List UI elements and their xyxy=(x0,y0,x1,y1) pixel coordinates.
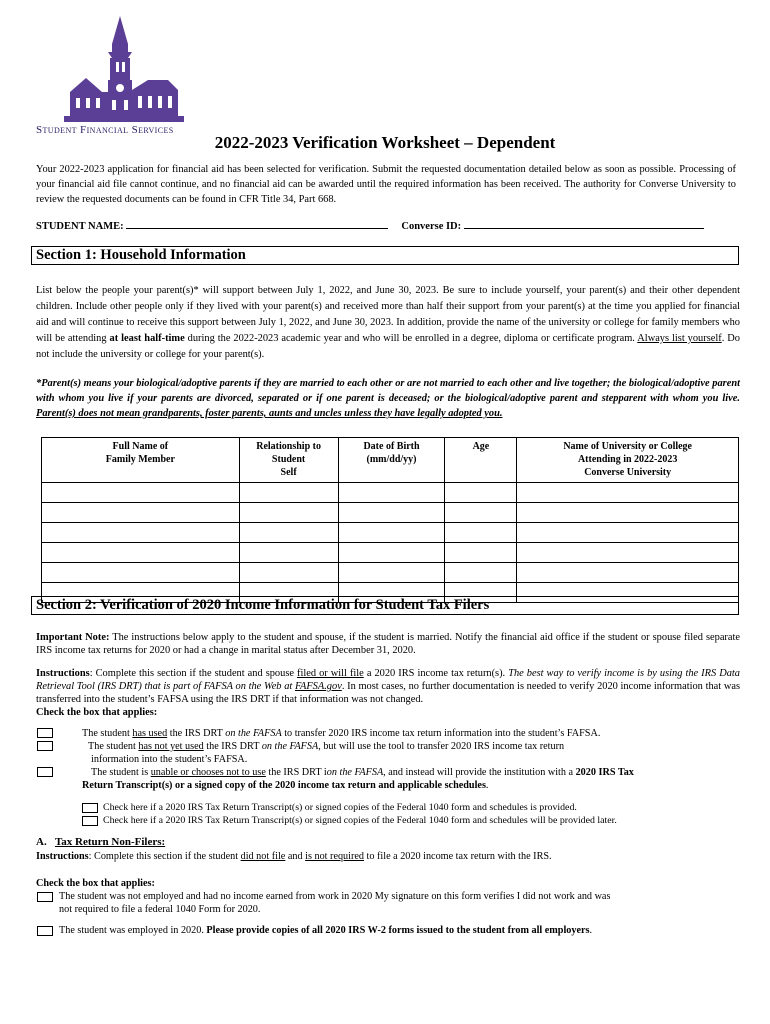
opt1-text-a: The student xyxy=(82,728,133,739)
drt-unable-checkbox[interactable] xyxy=(37,767,53,777)
instructions-underline: filed or will file xyxy=(297,668,364,679)
household-table-header xyxy=(42,438,739,483)
opt2-text-c: , but will use the tool to transfer 2020 IRS income tax return xyxy=(318,741,565,752)
opt3-bold-b: Return Transcript(s) or a signed copy of the 2020 income tax return and applicable schedules xyxy=(82,780,486,791)
page-title: 2022-2023 Verification Worksheet – Dependent xyxy=(214,133,556,152)
logo-caption: Student Financial Services xyxy=(36,124,174,136)
household-text-a: List below the people your parent(s)* will support between July 1, 2022, and June 30, 2023. Be sure to include yourself, your parent(s) and their other dependent children. Include other people only if they lived with your parent(s) and received more than half their support from your parent(s) at the time you applied for financial aid and will continue to receive this support between July 1, 2022, and June 30, 2023. In addition, provide the name of the university or college for family members who will be attending xyxy=(36,285,740,344)
opt3-text-a: The student is xyxy=(91,767,151,778)
table-cell[interactable] xyxy=(517,483,739,503)
student-name-label: STUDENT NAME: xyxy=(36,221,124,232)
parent-note-text: *Parent(s) means your biological/adoptive parents if they are married to each other or are not married to each other and live together; the biological/adoptive parent with whom you live if your parents are divorced, separated or if one parent is deceased; or the biological/adoptive parent and stepparent with whom you live. xyxy=(36,378,740,404)
instructions-text-c: . In most cases, no further documentation is needed to verify 2020 income information that was transferred into the student’s FAFSA using the IRS DRT if that information was not changed. xyxy=(36,681,740,705)
table-cell[interactable] xyxy=(445,523,517,543)
table-cell[interactable] xyxy=(445,563,517,583)
table-cell[interactable] xyxy=(517,503,739,523)
not-employed-checkbox[interactable] xyxy=(37,892,53,902)
section1-header: Section 1: Household Information xyxy=(31,246,739,265)
header-line: Age xyxy=(472,441,490,452)
non-filers-instr-u1: did not file xyxy=(240,851,286,862)
employed-text-b: . xyxy=(589,925,593,936)
opt3-text-d: . xyxy=(485,780,489,791)
opt2-italic: on the FAFSA xyxy=(261,741,319,752)
opt1-underline: has used xyxy=(132,728,168,739)
household-text-b: during the 2022-2023 academic year and who will be enrolled in a degree, diploma or certificate program. xyxy=(184,333,638,344)
col-header-dob xyxy=(338,438,445,483)
not-employed-label-cont: not required to file a federal 1040 Form for 2020. xyxy=(59,904,261,915)
table-cell[interactable] xyxy=(239,503,338,523)
instructions-italic: The best way to verify income is by using the IRS Data Retrieval Tool (IRS DRT) that is part of FAFSA on the Web at xyxy=(36,668,740,692)
table-cell[interactable] xyxy=(445,483,517,503)
important-note xyxy=(36,631,740,657)
table-row xyxy=(42,523,739,543)
non-filers-heading xyxy=(36,836,165,849)
opt3-underline: unable or chooses not to use xyxy=(150,767,266,778)
table-cell[interactable] xyxy=(445,503,517,523)
converse-id-label: Converse ID: xyxy=(401,221,462,232)
opt2-text-b: the IRS DRT xyxy=(203,741,262,752)
opt3-text-c: , and instead will provide the institution with a xyxy=(383,767,576,778)
header-line: Converse University xyxy=(584,467,672,478)
household-text-underline: Always list yourself xyxy=(637,333,722,344)
section2-header: Section 2: Verification of 2020 Income Information for Student Tax Filers xyxy=(31,596,739,615)
table-cell[interactable] xyxy=(239,523,338,543)
header-line: Full Name of xyxy=(112,441,169,452)
table-cell[interactable] xyxy=(445,543,517,563)
table-cell[interactable] xyxy=(42,543,240,563)
non-filers-instr-u2: is not required xyxy=(305,851,364,862)
table-cell[interactable] xyxy=(517,543,739,563)
header-line: Attending in 2022-2023 xyxy=(577,454,678,465)
employed-label xyxy=(59,924,743,937)
household-text-bold: at least half-time xyxy=(109,333,185,344)
instructions-text-b: a 2020 IRS income tax return(s). xyxy=(363,668,509,679)
option-drt-unable xyxy=(91,766,741,779)
non-filers-check-heading: Check the box that applies: xyxy=(36,878,155,889)
col-header-relationship xyxy=(239,438,338,483)
household-table xyxy=(41,437,739,603)
important-label: Important Note: xyxy=(36,632,110,643)
table-cell[interactable] xyxy=(338,503,445,523)
table-row xyxy=(42,503,739,523)
table-cell[interactable] xyxy=(517,523,739,543)
table-cell[interactable] xyxy=(42,523,240,543)
header-line: Family Member xyxy=(105,454,175,465)
non-filers-instr-label: Instructions xyxy=(36,851,89,862)
table-row xyxy=(42,543,739,563)
intro-paragraph: Your 2022-2023 application for financial aid has been selected for verification. Submit the requested documentation detailed below as soon as possible. Processing of your financial aid file cannot continue, and no financial aid can be awarded until the required information has been received. The authority for Converse University to review the requested documents can be found in CFR Title 34, Part 668. xyxy=(36,164,736,205)
header-line: Student xyxy=(271,454,306,465)
non-filers-instr-b: and xyxy=(285,851,306,862)
opt2-underline: has not yet used xyxy=(138,741,204,752)
option-drt-unable-cont xyxy=(82,779,742,792)
important-text: The instructions below apply to the student and spouse, if the student is married. Notify the financial aid office if the student or spouse filed separate IRS income tax returns for 2020 or had a change in marital status after December 31, 2020. xyxy=(36,632,740,656)
table-cell[interactable] xyxy=(338,523,445,543)
col-header-university xyxy=(517,438,739,483)
employed-text-a: The student was employed in 2020. xyxy=(59,925,207,936)
table-cell[interactable] xyxy=(338,563,445,583)
household-instructions xyxy=(36,283,740,363)
table-cell[interactable] xyxy=(239,483,338,503)
opt2-text-a: The student xyxy=(88,741,139,752)
col-header-full-name xyxy=(42,438,240,483)
opt1-text-c: to transfer 2020 IRS income tax return information into the student’s FAFSA. xyxy=(281,728,601,739)
parent-definition-note xyxy=(36,376,740,421)
non-filers-instr-c: to file a 2020 income tax return with the IRS. xyxy=(364,851,552,862)
fafsa-link[interactable]: FAFSA.gov xyxy=(294,681,342,692)
not-employed-label: The student was not employed and had no income earned from work in 2020 My signature on this form verifies I did not work and was xyxy=(59,891,611,902)
instructions-text-a: : Complete this section if the student and spouse xyxy=(89,668,298,679)
employed-text-bold: Please provide copies of all 2020 IRS W-2 forms issued to the student from all employers xyxy=(206,925,590,936)
option-drt-used xyxy=(82,727,742,740)
table-cell[interactable] xyxy=(517,563,739,583)
household-text-c: . Do not include the university or college for your parent(s). xyxy=(36,333,740,360)
opt1-italic: on the FAFSA xyxy=(225,728,282,739)
employed-checkbox[interactable] xyxy=(37,926,53,936)
transcript-provided-checkbox[interactable] xyxy=(82,803,98,813)
table-row xyxy=(42,483,739,503)
student-name-field[interactable] xyxy=(126,218,388,229)
header-line: (mm/dd/yy) xyxy=(366,454,417,465)
non-filers-title: Tax Return Non-Filers: xyxy=(54,836,166,848)
header-line: Date of Birth xyxy=(363,441,420,452)
opt3-bold-a: 2020 IRS Tax xyxy=(575,767,634,778)
non-filers-instructions xyxy=(36,850,740,863)
table-cell[interactable] xyxy=(239,563,338,583)
header-line: Relationship to xyxy=(256,441,321,452)
non-filers-instr-a: : Complete this section if the student xyxy=(88,851,241,862)
drt-used-checkbox[interactable] xyxy=(37,728,53,738)
converse-id-field[interactable] xyxy=(464,218,704,229)
university-logo xyxy=(36,14,196,138)
transcript-provided-label: Check here if a 2020 IRS Tax Return Transcript(s) or signed copies of the Federal 1040 form and schedules is provided. xyxy=(103,802,577,813)
table-row xyxy=(42,563,739,583)
section2-instructions xyxy=(36,667,740,706)
opt3-text-b: the IRS DRT i xyxy=(265,767,327,778)
non-filers-letter: A. xyxy=(36,836,47,848)
drt-not-yet-used-checkbox[interactable] xyxy=(37,741,53,751)
opt1-text-b: the IRS DRT xyxy=(167,728,226,739)
table-cell[interactable] xyxy=(42,503,240,523)
table-cell[interactable] xyxy=(338,483,445,503)
check-box-heading: Check the box that applies: xyxy=(36,707,158,718)
transcript-later-checkbox[interactable] xyxy=(82,816,98,826)
table-cell[interactable] xyxy=(239,543,338,563)
option-drt-not-yet-used xyxy=(88,740,742,753)
header-line: Self xyxy=(280,467,297,478)
transcript-later-label: Check here if a 2020 IRS Tax Return Transcript(s) or signed copies of the Federal 1040 form and schedules will be provided later. xyxy=(103,815,617,826)
instructions-label: Instructions xyxy=(36,668,90,679)
col-header-age xyxy=(445,438,517,483)
option-drt-not-yet-used-cont: information into the student’s FAFSA. xyxy=(91,754,248,765)
table-cell[interactable] xyxy=(42,563,240,583)
table-cell[interactable] xyxy=(42,483,240,503)
student-info-line xyxy=(36,218,704,232)
table-cell[interactable] xyxy=(338,543,445,563)
parent-note-underline: Parent(s) does not mean grandparents, foster parents, aunts and uncles unless they have legally adopted you. xyxy=(36,408,503,419)
opt3-italic: on the FAFSA xyxy=(326,767,384,778)
header-line: Name of University or College xyxy=(563,441,692,452)
